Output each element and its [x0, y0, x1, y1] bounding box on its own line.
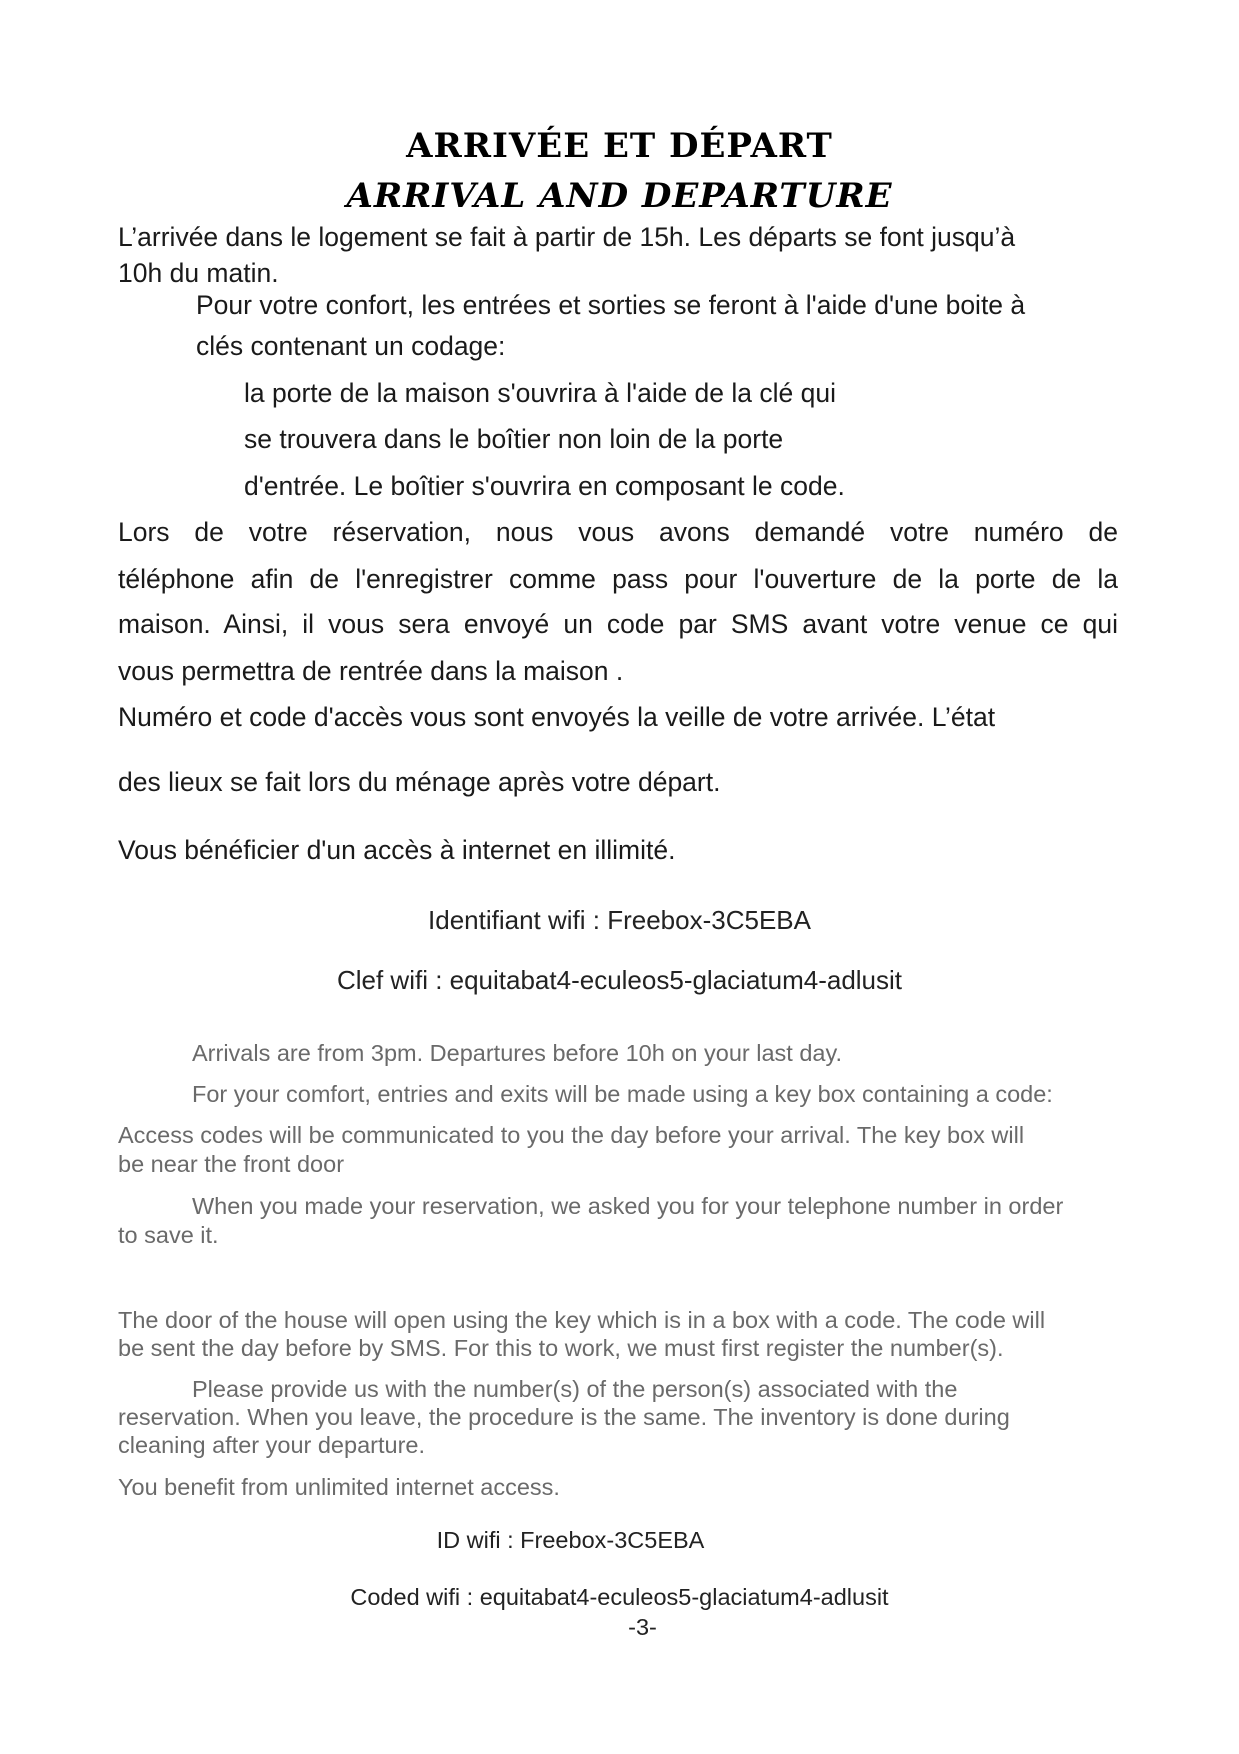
fr-line-10: maison. Ainsi, il vous sera envoyé un code par SMS avant votre venue ce qui — [118, 609, 1118, 639]
fr-line-3: Pour votre confort, les entrées et sorties se feront à l'aide d'une boite à — [196, 290, 1026, 320]
title-french: ARRIVÉE ET DÉPART — [406, 126, 833, 166]
fr-line-12: Numéro et code d'accès vous sont envoyés la veille de votre arrivée. L’état — [118, 702, 996, 732]
en-line-6: to save it. — [118, 1222, 219, 1248]
fr-wifi-id: Identifiant wifi : Freebox-3C5EBA — [428, 905, 811, 935]
title-english: ARRIVAL AND DEPARTURE — [346, 176, 893, 216]
fr-line-5: la porte de la maison s'ouvrira à l'aide de la clé qui — [244, 378, 836, 408]
en-line-8: be sent the day before by SMS. For this to work, we must first register the number(s). — [118, 1335, 1004, 1361]
en-line-2: For your comfort, entries and exits will be made using a key box containing a code: — [192, 1081, 1053, 1107]
page-number: -3- — [628, 1614, 657, 1640]
en-line-12: You benefit from unlimited internet access. — [118, 1474, 560, 1500]
en-line-11: cleaning after your departure. — [118, 1432, 425, 1458]
en-line-9: Please provide us with the number(s) of the person(s) associated with the — [192, 1376, 958, 1402]
en-line-3: Access codes will be communicated to you the day before your arrival. The key box will — [118, 1122, 1025, 1148]
en-line-10: reservation. When you leave, the procedure is the same. The inventory is done during — [118, 1404, 1010, 1430]
fr-line-13: des lieux se fait lors du ménage après votre départ. — [118, 767, 721, 797]
fr-line-6: se trouvera dans le boîtier non loin de la porte — [244, 424, 784, 454]
en-line-7: The door of the house will open using the key which is in a box with a code. The code will — [118, 1307, 1046, 1333]
fr-line-11: vous permettra de rentrée dans la maison . — [118, 656, 624, 686]
fr-line-14: Vous bénéficier d'un accès à internet en illimité. — [118, 835, 676, 865]
en-line-4: be near the front door — [118, 1151, 345, 1177]
fr-line-9: téléphone afin de l'enregistrer comme pass pour l'ouverture de la porte de la — [118, 564, 1118, 594]
en-line-5: When you made your reservation, we asked you for your telephone number in order — [192, 1193, 1064, 1219]
en-wifi-id: ID wifi : Freebox-3C5EBA — [436, 1527, 705, 1553]
fr-line-7: d'entrée. Le boîtier s'ouvrira en composant le code. — [244, 471, 845, 501]
fr-line-1: L’arrivée dans le logement se fait à partir de 15h. Les départs se font jusqu’à — [118, 222, 1016, 252]
en-wifi-key: Coded wifi : equitabat4-eculeos5-glaciatum4-adlusit — [350, 1584, 889, 1610]
fr-wifi-key: Clef wifi : equitabat4-eculeos5-glaciatum4-adlusit — [336, 965, 903, 995]
fr-line-4: clés contenant un codage: — [196, 331, 506, 361]
fr-line-2: 10h du matin. — [118, 258, 279, 288]
fr-line-8: Lors de votre réservation, nous vous avons demandé votre numéro de — [118, 517, 1118, 547]
en-line-1: Arrivals are from 3pm. Departures before 10h on your last day. — [192, 1040, 843, 1066]
